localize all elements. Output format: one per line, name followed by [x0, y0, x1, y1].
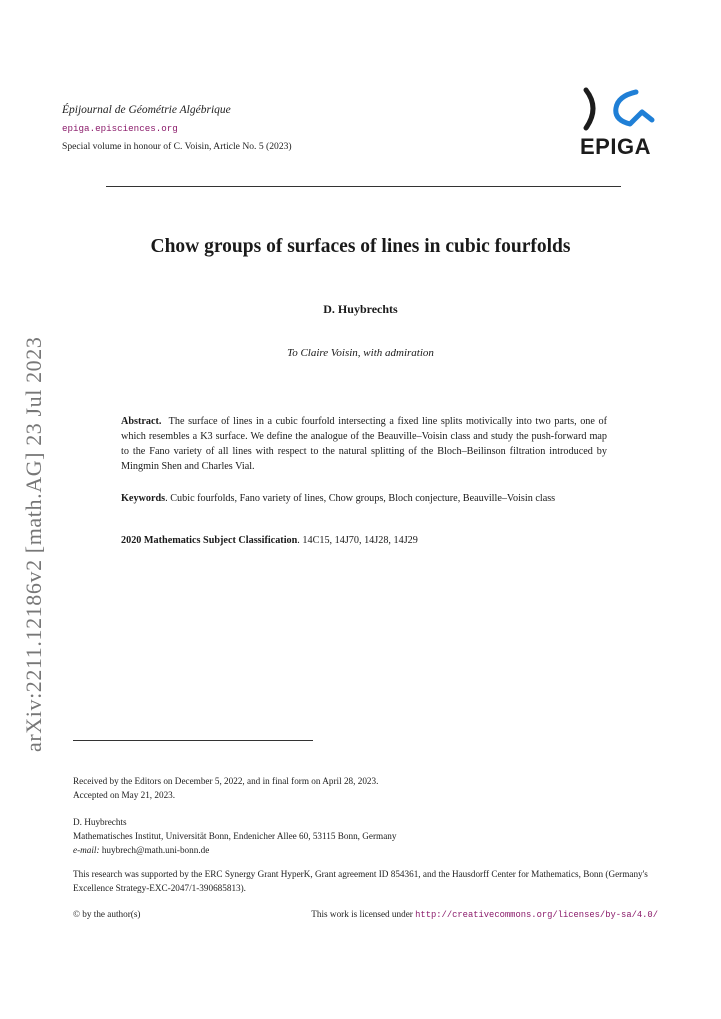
keywords-text: . Cubic fourfolds, Fano variety of lines, Chow groups, Bloch conjecture, Beauville–Voisin class: [165, 493, 556, 504]
author-email[interactable]: huybrech@math.uni-bonn.de: [101, 845, 210, 855]
funding-note: This research was supported by the ERC Synergy Grant HyperK, Grant agreement ID 854361, and the Hausdorff Center for Mathematics, Bonn (Germany's Excellence Strategy-EXC-2047/1-390685813).: [73, 869, 648, 893]
journal-name: Épijournal de Géométrie Algébrique: [62, 104, 231, 116]
author-address-block: [73, 815, 663, 857]
keywords: [121, 491, 607, 506]
license-url-link[interactable]: http://creativecommons.org/licenses/by-sa/4.0/: [415, 910, 658, 920]
license-notice: [311, 907, 658, 922]
received-date: Received by the Editors on December 5, 2022, and in final form on April 28, 2023.: [73, 776, 379, 786]
footer-author-name: D. Huybrechts: [73, 817, 127, 827]
arxiv-identifier: arXiv:2211.12186v2 [math.AG] 23 Jul 2023: [21, 336, 46, 752]
abstract-label: Abstract.: [121, 416, 162, 427]
epiga-logo-icon: [580, 86, 660, 134]
epiga-logo: [580, 86, 660, 159]
abstract-text: The surface of lines in a cubic fourfold intersecting a fixed line splits motivically into two parts, one of which resembles a K3 surface. We define the analogue of the Beauville–Voisin class and study the push-forward map to the Fano variety of all lines with respect to the natural splitting of the Bloch–Beilinson filtration introduced by Mingmin Shen and Charles Vial.: [121, 416, 607, 472]
license-line: [73, 907, 658, 922]
epiga-logo-text: EPIGA: [580, 134, 651, 159]
msc-text: . 14C15, 14J70, 14J28, 14J29: [297, 535, 418, 546]
msc-classification: [121, 533, 607, 548]
dates-block: [73, 774, 663, 802]
journal-url-link[interactable]: epiga.episciences.org: [62, 123, 178, 134]
author-email-line: [73, 843, 663, 857]
copyright-notice: © by the author(s): [73, 909, 141, 919]
paper-title: Chow groups of surfaces of lines in cubic fourfolds: [150, 236, 571, 257]
header-rule: [106, 186, 621, 187]
license-text: This work is licensed under: [311, 909, 413, 919]
abstract: [121, 414, 607, 474]
email-label: e-mail:: [73, 845, 100, 855]
footnote-rule: [73, 740, 313, 741]
paper-author: D. Huybrechts: [323, 302, 398, 316]
keywords-label: Keywords: [121, 493, 166, 504]
special-volume-note: Special volume in honour of C. Voisin, Article No. 5 (2023): [62, 141, 292, 152]
accepted-date: Accepted on May 21, 2023.: [73, 790, 176, 800]
author-institute: Mathematisches Institut, Universität Bonn, Endenicher Allee 60, 53115 Bonn, Germany: [73, 831, 397, 841]
dedication: To Claire Voisin, with admiration: [287, 347, 434, 359]
msc-label: 2020 Mathematics Subject Classification: [121, 535, 298, 546]
